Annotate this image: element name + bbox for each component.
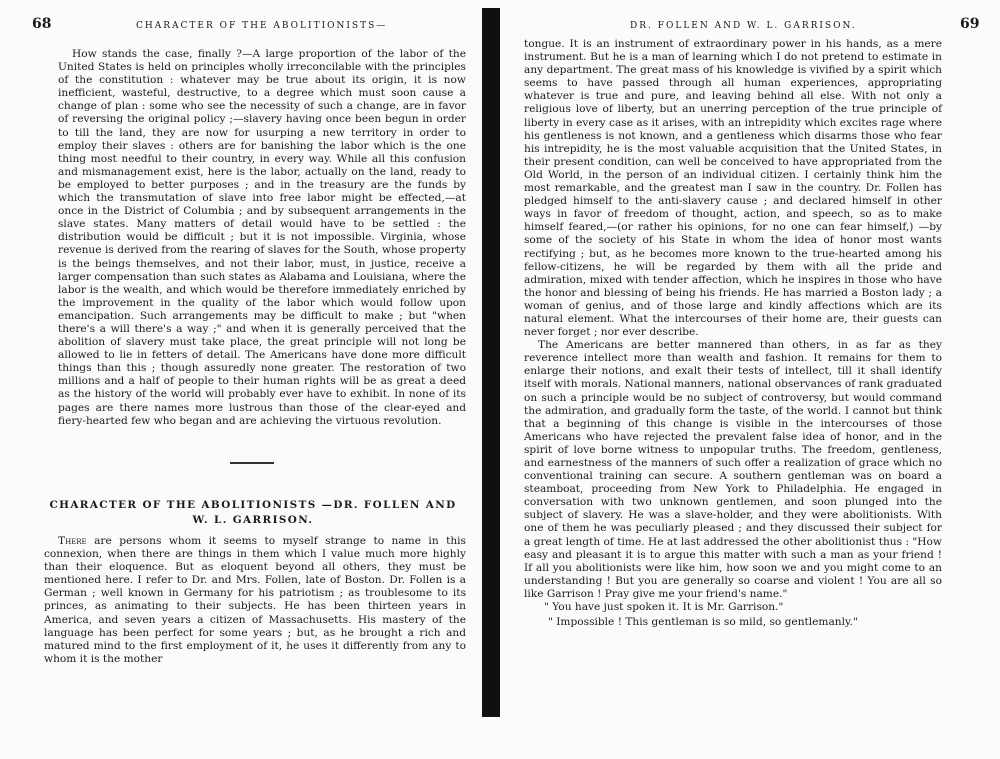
section-title: CHARACTER OF THE ABOLITIONISTS —DR. FOLLEN AND W. L. GARRISON. <box>49 499 457 526</box>
section-paragraph-text: are persons whom it seems to myself strange to name in this connexion, when there are things in them which I value much more highly than their eloquence. But as eloquent beyond all others, they must be mentioned here. I refer to Dr. and Mrs. Follen, late of Boston. Dr. Follen is a German ; well known in Germany for his patriotism ; as troublesome to its princes, as animating to their subjects. He has been thirteen years in America, and seven years a citizen of Massachusetts. His mastery of the language has been perfect for some years ; but, as he brought a rich and matured mind to the first employment of it, he uses it differently from any to whom it is the mother <box>44 535 466 665</box>
body-paragraph: How stands the case, finally ?—A large proportion of the labor of the United States is held on principles wholly irreconcilable with the principles of the constitution : whatever may be true about its origin, it is now inefficient, wasteful, destructive, to a degree which must soon cause a change of plan : some who see the necessity of such a change, are in favor of reversing the original policy ;—slavery having once been begun in order to till the land, they are now for usurping a new territory in order to employ their slaves : others are for banishing the labor which is the one thing most needful to their country, in every way. While all this confusion and mismanagement exist, here is the labor, actually on the land, ready to be employed to better purposes ; and in the treasury are the funds by which the transmutation of slave into free labor might be effected,—at once in the District of Columbia ; and by subsequent arrangements in the slave states. Many matters of detail would have to be settled : the distribution would be difficult ; but it is not impossible. Virginia, whose revenue is derived from the rearing of slaves for the South, whose property is the beings themselves, and not their labor, must, in justice, receive a larger compensation than such states as Alabama and Louisiana, where the labor is the wealth, and which would be therefore immediately enriched by the improvement in the quality of the labor which would follow upon emancipation. Such arrangements may be difficult to make ; but "when there's a will there's a way ;" and when it is generally perceived that the abolition of slavery must take place, the great principle will not long be allowed to lie in fetters of detail. The Americans have done more difficult things than this ; though assuredly none greater. The restoration of two millions and a half of people to their human rights will be as great a deed as the history of the world will probably ever have to exhibit. In none of its pages are there names more lustrous than those of the clear-eyed and fiery-hearted few who began and are achieving the virtuous revolution. <box>58 48 466 427</box>
left-page <box>0 0 482 759</box>
right-body-text <box>524 38 942 629</box>
right-paragraph-2: The Americans are better mannered than others, in as far as they reverence intellect more than wealth and fashion. It remains for them to enlarge their notions, and exalt their tests of intellect, till it shall identify itself with morals. National manners, national observances of rank graduated on such a principle would be no subject of controversy, but would command the admiration, and gradually form the taste, of the world. I cannot but think that a beginning of this change is visible in the intercourses of those Americans who have rejected the prevalent false idea of honor, and in the spirit of love borne witness to unpopular truths. The freedom, gentleness, and earnestness of the manners of such offer a realization of grace which no conventional training can secure. A southern gentleman was on board a steamboat, proceeding from New York to Philadelphia. He engaged in conversation with two unknown gentlemen, and soon plunged into the subject of slavery. He was a slave-holder, and they were abolitionists. With one of them he was peculiarly pleased ; and they discussed their subject for a great length of time. He at last addressed the other abolitionist thus : "How easy and pleasant it is to argue this matter with such a man as your friend ! If all you abolitionists were like him, how soon we and you might come to an understanding ! But you are generally so coarse and violent ! You are all so like Garrison ! Pray give me your friend's name." <box>524 339 942 600</box>
left-body-text <box>58 48 466 428</box>
right-paragraph-1: tongue. It is an instrument of extraordinary power in his hands, as a mere instrument. But he is a man of learning which I do not pretend to estimate in any department. The great mass of his knowledge is vivified by a spirit which seems to have passed through all human experiences, appropriating whatever is true and pure, and leaving behind all else. With not only a religious love of liberty, but an unerring perception of the true principle of liberty in every case as it arises, with an intrepidity which excites rage where his gentleness is not known, and a gentleness which disarms those who fear his intrepidity, he is the most valuable acquisition that the United States, in their present condition, can well be conceived to have appropriated from the Old World, in the person of an individual citizen. I certainly think him the most remarkable, and the greatest man I saw in the country. Dr. Follen has pledged himself to the anti-slavery cause ; and declared himself in other ways in favor of freedom of thought, action, and speech, so as to make himself feared,—(or rather his opinions, for no one can fear himself,) —by some of the society of his State in whom the idea of honor most wants rectifying ; but, as he becomes more known to the true-hearted among his fellow-citizens, he will be regarded by them with all the pride and admiration, mixed with tender affection, which he inspires in those who have the honor and blessing of being his friends. He has married a Boston lady ; a woman of genius, and of those large and kindly affections which are its natural element. What the intercourses of their home are, their guests can never forget ; nor ever describe. <box>524 38 942 339</box>
running-head-left: CHARACTER OF THE ABOLITIONISTS— <box>136 21 388 31</box>
section-divider <box>230 462 274 464</box>
book-gutter <box>482 8 500 717</box>
page-number-right: 69 <box>960 16 980 32</box>
quote-reply: " You have just spoken it. It is Mr. Garrison." <box>544 601 784 614</box>
running-head-right: DR. FOLLEN AND W. L. GARRISON. <box>630 21 857 31</box>
section-paragraph <box>44 535 466 666</box>
page-number-left: 68 <box>32 16 52 32</box>
section-body <box>44 535 466 666</box>
quote-exclamation: " Impossible ! This gentleman is so mild, so gentlemanly." <box>548 616 858 629</box>
right-page <box>500 0 1000 759</box>
section-opening-word: There <box>58 535 87 547</box>
